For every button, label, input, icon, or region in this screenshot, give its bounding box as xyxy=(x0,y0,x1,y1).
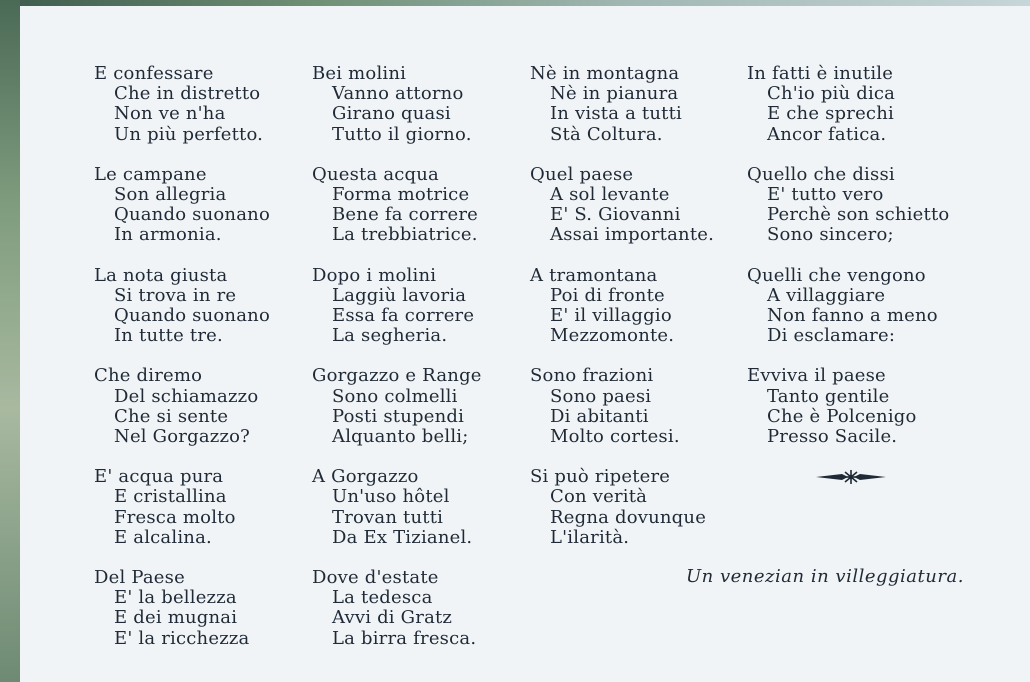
verse-line: Quello che dissi xyxy=(747,163,895,185)
verse-line: E alcalina. xyxy=(114,526,212,548)
verse-line: Sono colmelli xyxy=(332,385,458,407)
verse-line: Non ve n'ha xyxy=(114,103,226,125)
stanza xyxy=(530,64,714,145)
verse-line: A Gorgazzo xyxy=(312,466,419,488)
verse-line: Bei molini xyxy=(312,63,407,84)
verse-line: E' il villaggio xyxy=(550,305,672,327)
signature: Un venezian in villeggiatura. xyxy=(686,566,964,587)
verse-line: Forma motrice xyxy=(332,184,470,206)
stanza xyxy=(312,568,482,649)
fleuron-icon xyxy=(814,468,888,486)
verse-line: Avvi di Gratz xyxy=(332,607,453,629)
verse-line: Che si sente xyxy=(114,405,229,427)
verse-line: A sol levante xyxy=(550,184,670,206)
verse-line: A tramontana xyxy=(530,264,658,286)
poem-column-4 xyxy=(747,64,949,467)
verse-line: Perchè son schietto xyxy=(767,204,950,226)
stanza xyxy=(94,165,270,246)
verse-line: Di esclamare: xyxy=(767,325,896,347)
stanza xyxy=(94,366,270,447)
verse-line: Fresca molto xyxy=(114,506,236,528)
stanza xyxy=(747,165,949,246)
stanza xyxy=(530,366,714,447)
verse-line: E' tutto vero xyxy=(767,184,884,206)
stanza xyxy=(312,366,482,447)
stanza xyxy=(94,266,270,347)
verse-line: Che è Polcenigo xyxy=(767,405,917,427)
verse-line: Quelli che vengono xyxy=(747,264,926,286)
stanza xyxy=(94,467,270,548)
stanza xyxy=(747,266,949,347)
verse-line: Laggiù lavoria xyxy=(332,284,467,306)
verse-line: Un più perfetto. xyxy=(114,123,264,145)
verse-line: Questa acqua xyxy=(312,163,439,185)
verse-line: Mezzomonte. xyxy=(550,325,675,347)
verse-line: Trovan tutti xyxy=(332,506,444,528)
verse-line: Quando suonano xyxy=(114,204,270,226)
verse-line: E' S. Giovanni xyxy=(550,204,681,226)
verse-line: Stà Coltura. xyxy=(550,123,663,145)
verse-line: Con verità xyxy=(550,486,648,508)
verse-line: Posti stupendi xyxy=(332,405,465,427)
verse-line: E' la bellezza xyxy=(114,587,237,609)
verse-line: Presso Sacile. xyxy=(767,426,898,448)
stanza xyxy=(312,266,482,347)
poem-column-1 xyxy=(94,64,270,669)
verse-line: Del schiamazzo xyxy=(114,385,259,407)
verse-line: Vanno attorno xyxy=(332,83,464,105)
stanza xyxy=(747,366,949,447)
poem-column-3 xyxy=(530,64,714,568)
stanza xyxy=(312,467,482,548)
verse-line: E cristallina xyxy=(114,486,227,508)
stanza xyxy=(747,64,949,145)
verse-line: A villaggiare xyxy=(767,284,886,306)
verse-line: E' acqua pura xyxy=(94,466,224,488)
verse-line: Di abitanti xyxy=(550,405,649,427)
verse-line: Si può ripetere xyxy=(530,466,671,488)
verse-line: Gorgazzo e Range xyxy=(312,365,482,387)
photo-strip-left xyxy=(0,0,20,682)
verse-line: E dei mugnai xyxy=(114,607,238,629)
verse-line: Un'uso hôtel xyxy=(332,486,450,508)
verse-line: La tedesca xyxy=(332,587,433,609)
verse-line: E che sprechi xyxy=(767,103,894,125)
verse-line: Quando suonano xyxy=(114,305,270,327)
verse-line: In armonia. xyxy=(114,224,222,246)
verse-line: E confessare xyxy=(94,63,214,84)
verse-line: Da Ex Tizianel. xyxy=(332,526,473,548)
verse-line: In tutte tre. xyxy=(114,325,223,347)
stanza xyxy=(530,266,714,347)
verse-line: Del Paese xyxy=(94,567,185,589)
stanza xyxy=(530,165,714,246)
verse-line: Ancor fatica. xyxy=(767,123,887,145)
verse-line: Sono frazioni xyxy=(530,365,654,387)
verse-line: La segheria. xyxy=(332,325,448,347)
verse-line: La trebbiatrice. xyxy=(332,224,478,246)
verse-line: Si trova in re xyxy=(114,284,237,306)
verse-line: In vista a tutti xyxy=(550,103,682,125)
verse-line: L'ilarità. xyxy=(550,526,630,548)
stanza xyxy=(312,64,482,145)
stanza xyxy=(94,568,270,649)
verse-line: Bene fa correre xyxy=(332,204,478,226)
verse-line: Tanto gentile xyxy=(767,385,890,407)
verse-line: Che diremo xyxy=(94,365,203,387)
verse-line: Assai importante. xyxy=(550,224,715,246)
verse-line: Nè in pianura xyxy=(550,83,679,105)
verse-line: Alquanto belli; xyxy=(332,426,469,448)
verse-line: Che in distretto xyxy=(114,83,261,105)
verse-line: Nel Gorgazzo? xyxy=(114,426,251,448)
poem-column-2 xyxy=(312,64,482,669)
verse-line: Dove d'estate xyxy=(312,567,439,589)
stanza xyxy=(530,467,714,548)
stanza xyxy=(94,64,270,145)
verse-line: Molto cortesi. xyxy=(550,426,680,448)
verse-line: Tutto il giorno. xyxy=(332,123,472,145)
verse-line: La birra fresca. xyxy=(332,627,477,649)
verse-line: Dopo i molini xyxy=(312,264,437,286)
verse-line: Essa fa correre xyxy=(332,305,475,327)
verse-line: Sono paesi xyxy=(550,385,652,407)
verse-line: Girano quasi xyxy=(332,103,451,125)
verse-line: Quel paese xyxy=(530,163,634,185)
verse-line: Regna dovunque xyxy=(550,506,707,528)
verse-line: Ch'io più dica xyxy=(767,83,896,105)
verse-line: In fatti è inutile xyxy=(747,63,894,84)
verse-line: Nè in montagna xyxy=(530,63,680,84)
verse-line: E' la ricchezza xyxy=(114,627,250,649)
stanza xyxy=(312,165,482,246)
verse-line: Le campane xyxy=(94,163,207,185)
verse-line: Sono sincero; xyxy=(767,224,894,246)
verse-line: Poi di fronte xyxy=(550,284,665,306)
verse-line: La nota giusta xyxy=(94,264,228,286)
verse-line: Son allegria xyxy=(114,184,227,206)
verse-line: Evviva il paese xyxy=(747,365,886,387)
verse-line: Non fanno a meno xyxy=(767,305,938,327)
